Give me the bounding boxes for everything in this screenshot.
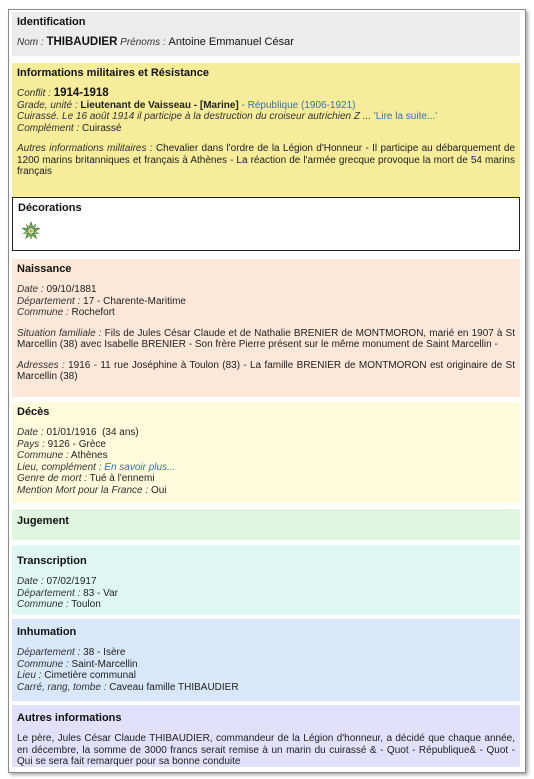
mpf-mention-label: Mention Mort pour la France : (17, 484, 149, 496)
birth-date-label: Date : (17, 284, 44, 295)
birth-date-value: 09/10/1881 (46, 284, 97, 295)
family-situation-label: Situation familiale : (17, 327, 102, 339)
read-more-link[interactable]: 'Lire la suite...' (373, 111, 438, 122)
burial-grave-label: Carré, rang, tombe : (17, 681, 107, 693)
judgment-heading: Jugement (17, 515, 69, 527)
grade-value: Lieutenant de Vaisseau - [Marine] (80, 99, 239, 111)
other-info-heading: Autres informations (17, 712, 122, 724)
death-country-value: 9126 - Grèce (47, 438, 106, 450)
complement-value: Cuirassé (82, 122, 122, 134)
transcription-date-label: Date : (17, 576, 44, 587)
learn-more-link[interactable]: En savoir plus... (104, 461, 176, 473)
transcription-departement-label: Département : (17, 587, 81, 599)
burial-place-value: Cimetière communal (44, 670, 136, 681)
death-date-label: Date : (17, 427, 44, 438)
birth-commune-value: Rochefort (71, 307, 115, 318)
decorations-heading: Décorations (18, 202, 82, 214)
death-heading: Décès (17, 406, 50, 418)
military-heading: Informations militaires et Résistance (17, 67, 209, 79)
burial-heading: Inhumation (17, 626, 77, 638)
identification-section (12, 12, 520, 56)
birth-departement-label: Département : (17, 295, 81, 307)
decorations-section (12, 197, 520, 251)
birth-heading: Naissance (17, 263, 72, 275)
death-commune-value: Athènes (70, 450, 108, 461)
death-commune-label: Commune : (17, 450, 69, 461)
prenoms-label: Prénoms : (120, 37, 166, 48)
death-kind-label: Genre de mort : (17, 473, 88, 484)
other-military-value: Chevalier dans l'ordre de la Légion d'Honneur - Il participe au débarquement de 1200 marins britanniques et français à Athènes - La réaction de l'armée grecque provoque la mort de 54 marins français (17, 143, 516, 177)
addresses-label: Adresses : (17, 359, 65, 371)
burial-commune-value: Saint-Marcellin (71, 658, 138, 670)
family-situation-value: Fils de Jules César Claude et de Nathalie BRENIER de MONTMORON, marié en 1907 à St Marcellin (38) avec Isabelle BRENIER - Son frère Pierre présent sur le même monument de Saint Marcellin - (17, 327, 516, 350)
other-info-text: Le père, Jules César Claude THIBAUDIER, commandeur de la Légion d'honneur, a décidé que chaque année, en décembre, la somme de 3000 francs serait remise à un marin du cuirassé & - Quot - République& - Quot - Qui se sera fait remarquer pour sa bonne conduite (17, 733, 515, 767)
burial-place-label: Lieu : (17, 670, 42, 681)
other-military-label: Autres informations militaires : (17, 143, 153, 154)
transcription-heading: Transcription (17, 555, 87, 567)
transcription-departement-value: 83 - Var (83, 587, 118, 599)
burial-section (12, 619, 520, 701)
transcription-date-value: 07/02/1917 (46, 576, 97, 587)
birth-departement-value: 17 - Charente-Maritime (83, 295, 186, 307)
nom-value: THIBAUDIER (46, 36, 118, 48)
death-date-value: 01/01/1916 (34 ans) (46, 427, 139, 438)
identification-heading: Identification (17, 16, 86, 28)
birth-commune-label: Commune : (17, 307, 69, 318)
burial-departement-label: Département : (17, 647, 81, 658)
legion-honneur-star-icon[interactable] (21, 221, 41, 241)
conflit-value: 1914-1918 (53, 87, 109, 99)
prenoms-value: Antoine Emmanuel César (168, 36, 294, 48)
other-info-section (12, 705, 520, 767)
death-place-label: Lieu, complément : (17, 461, 102, 473)
burial-grave-value: Caveau famille THIBAUDIER (109, 681, 239, 693)
cuirasse-text: Cuirassé. Le 16 août 1914 il participe à la destruction du croiseur autrichien Z ... (17, 111, 372, 122)
burial-commune-label: Commune : (17, 658, 69, 670)
transcription-commune-label: Commune : (17, 599, 69, 610)
transcription-commune-value: Toulon (71, 599, 101, 610)
burial-departement-value: 38 - Isère (83, 647, 126, 658)
birth-section (12, 259, 520, 397)
complement-label: Complément : (17, 122, 80, 134)
death-section (12, 402, 520, 503)
mpf-mention-value: Oui (150, 484, 167, 496)
transcription-section (12, 545, 520, 615)
addresses-value: 1916 - 11 rue Joséphine à Toulon (83) - La famille BRENIER de MONTMORON est originaire de St Marcellin (38) (17, 359, 515, 382)
death-country-label: Pays : (17, 438, 45, 450)
military-section (12, 63, 520, 200)
grade-label: Grade, unité : (17, 99, 78, 111)
conflit-label: Conflit : (17, 88, 51, 99)
record-frame (8, 9, 526, 773)
republique-link[interactable]: - République (1906-1921) (241, 99, 356, 111)
death-kind-value: Tué à l'ennemi (89, 473, 155, 484)
nom-label: Nom : (17, 37, 44, 48)
judgment-section (12, 509, 520, 540)
